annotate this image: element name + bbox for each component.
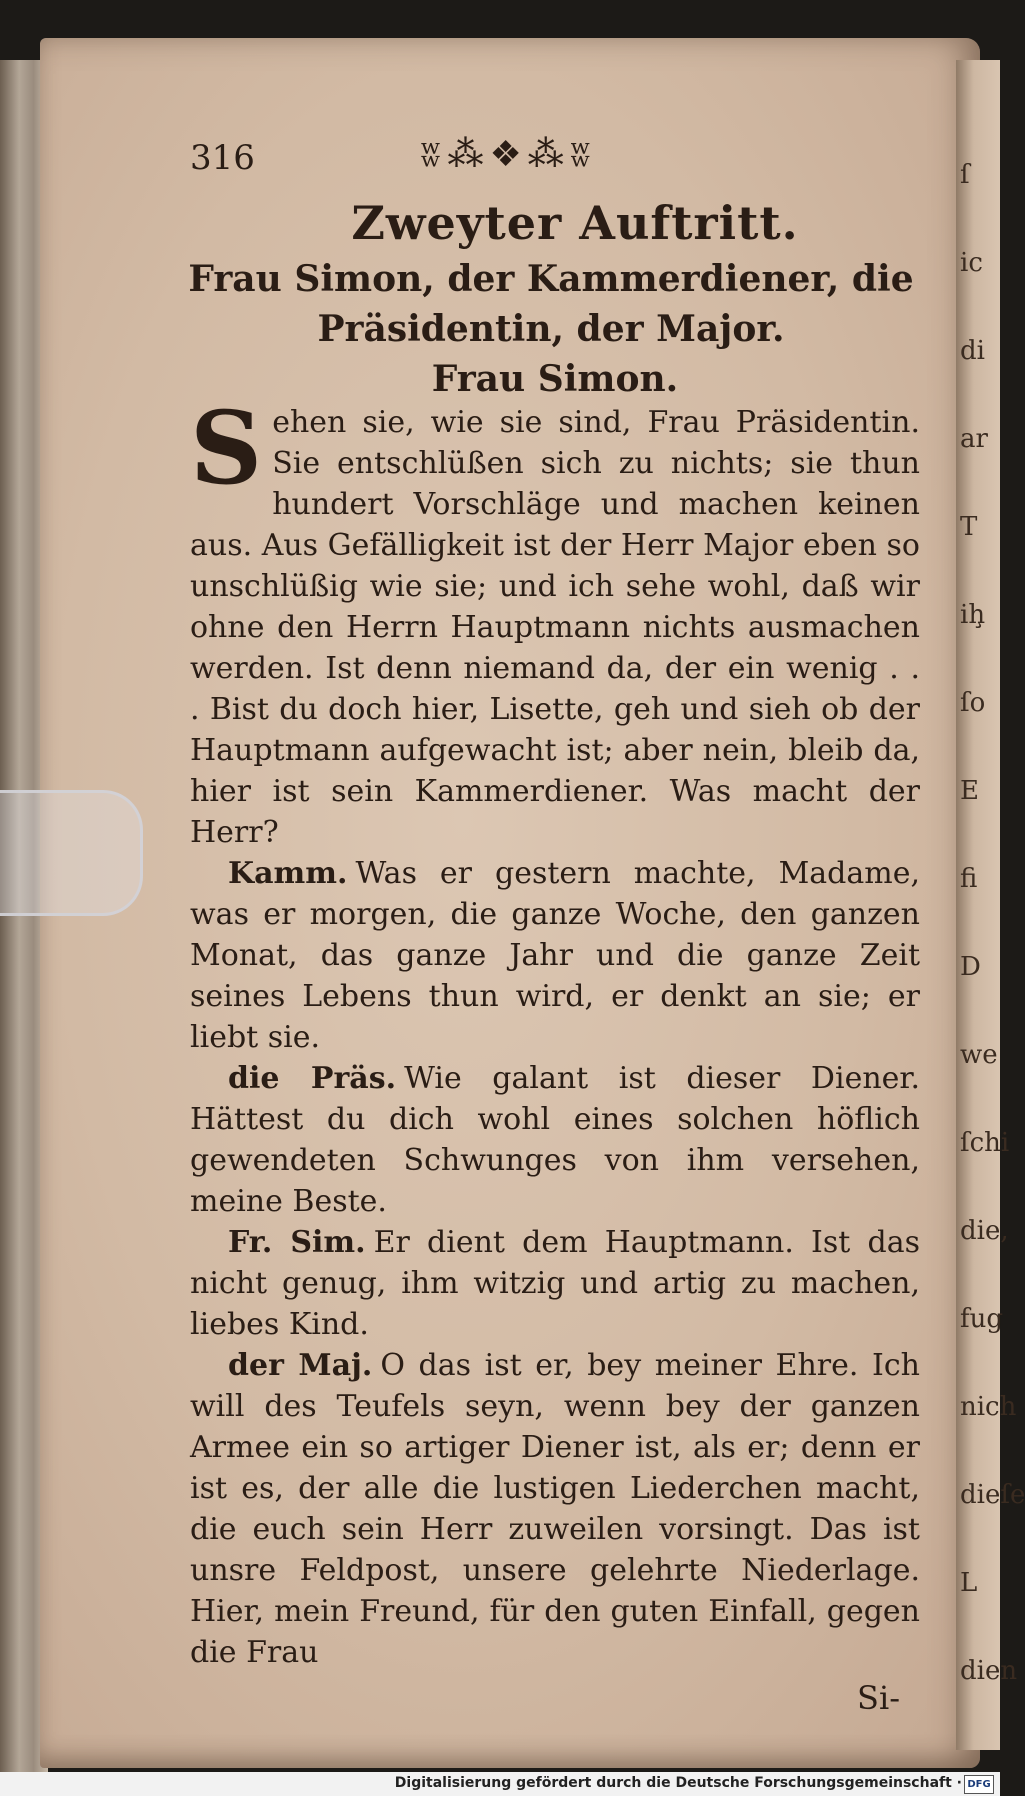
dialogue-text: ehen sie, wie sie sind, Frau Präsidentin. Sie entschlüßen sich zu nichts; sie thun hundert Vorschläge und machen keinen aus. Aus Gefälligkeit ist der Herr Major eben so unschlüßig wie sie; und ich sehe wohl, daß wir ohne den Herrn Hauptmann nichts ausmachen werden. Ist denn niemand da, der ein wenig . . . Bist du doch hier, Lisette, geh und sieh ob der Hauptmann aufgewacht ist; aber nein, bleib da, hier ist sein Kammerdiener. Was macht der Herr? — [190, 405, 920, 850]
facing-page-fragment: we — [960, 1040, 998, 1070]
dialogue-paragraph — [190, 389, 920, 853]
facing-page-fragment: dieſe — [960, 1480, 1025, 1510]
facing-page-fragment: di — [960, 336, 985, 366]
running-header — [190, 120, 920, 190]
facing-page-edge — [956, 60, 1025, 1750]
character-list: Frau Simon, der Kammerdiener, die Präsidentin, der Major. — [188, 258, 914, 350]
dialogue-text: Wie galant ist dieser Diener. Hättest du dich wohl eines solchen höflich gewendeten Schwunges von ihm versehen, meine Beste. — [190, 1061, 920, 1219]
funding-notice: Digitalisierung gefördert durch die Deutsche Forschungsgemeinschaft · — [394, 1775, 962, 1791]
facing-page-fragment: ſo — [960, 688, 986, 718]
speaker-label: Kamm. — [228, 856, 348, 891]
speaker-label: die Präs. — [228, 1061, 397, 1096]
dialogue-text: Er dient dem Hauptmann. Ist das nicht genug, ihm witzig und artig zu machen, liebes Kind. — [190, 1225, 920, 1342]
header-ornament-icon: ʬ⁂❖⁂ʬ — [420, 134, 598, 175]
dialogue-text: O das ist er, bey meiner Ehre. Ich will des Teufels seyn, wenn bey der ganzen Armee ein so artiger Diener ist, als er; denn er ist es, der alle die lustigen Liederchen macht, die euch sein Herr zuweilen vorsingt. Das ist unsre Feldpost, unsere gelehrte Niederlage. Hier, mein Freund, für den guten Einfall, gegen die Frau — [190, 1348, 920, 1670]
facing-page-fragment: ſ — [960, 160, 970, 190]
dfg-logo-icon: DFG — [964, 1775, 994, 1794]
speaker-label: Fr. Sim. — [228, 1225, 366, 1260]
dialogue-paragraph — [190, 853, 920, 1058]
footer-bar — [0, 1772, 1000, 1796]
facing-page-fragment: nich — [960, 1392, 1017, 1422]
facing-page-fragment: dien — [960, 1656, 1018, 1686]
bookmark-clip — [0, 790, 143, 916]
dialogue-text: Was er gestern machte, Madame, was er morgen, die ganze Woche, den ganzen Monat, das ganze Jahr und die ganze Zeit seines Lebens thun wird, er denkt an sie; er liebt sie. — [190, 856, 920, 1055]
drop-cap: S — [190, 389, 263, 507]
facing-page-fragment: fi — [960, 864, 978, 894]
dialogue-paragraph — [190, 1345, 920, 1673]
facing-page-fragment: L — [960, 1568, 978, 1598]
facing-page-fragment: E — [960, 776, 979, 806]
catchword: Si- — [857, 1679, 900, 1717]
facing-page-fragment: ic — [960, 248, 983, 278]
facing-page-fragment: D — [960, 952, 981, 982]
scene-title: Zweyter Auftritt. — [351, 196, 799, 250]
dialogue-paragraph — [190, 1222, 920, 1345]
facing-page-fragment: ar — [960, 424, 988, 454]
facing-page-fragment: T — [960, 512, 978, 542]
dialogue-paragraph — [190, 1058, 920, 1222]
page-text-block — [190, 120, 920, 1717]
page-number: 316 — [190, 138, 255, 178]
facing-page-fragment: fug — [960, 1304, 1004, 1334]
speaker-label: der Maj. — [228, 1348, 373, 1383]
facing-page-fragment: ſchi — [960, 1128, 1010, 1158]
facing-page-fragment: die, — [960, 1216, 1009, 1246]
speaker-heading: Frau Simon. — [431, 358, 679, 400]
facing-page-fragment: iḩ — [960, 600, 986, 630]
